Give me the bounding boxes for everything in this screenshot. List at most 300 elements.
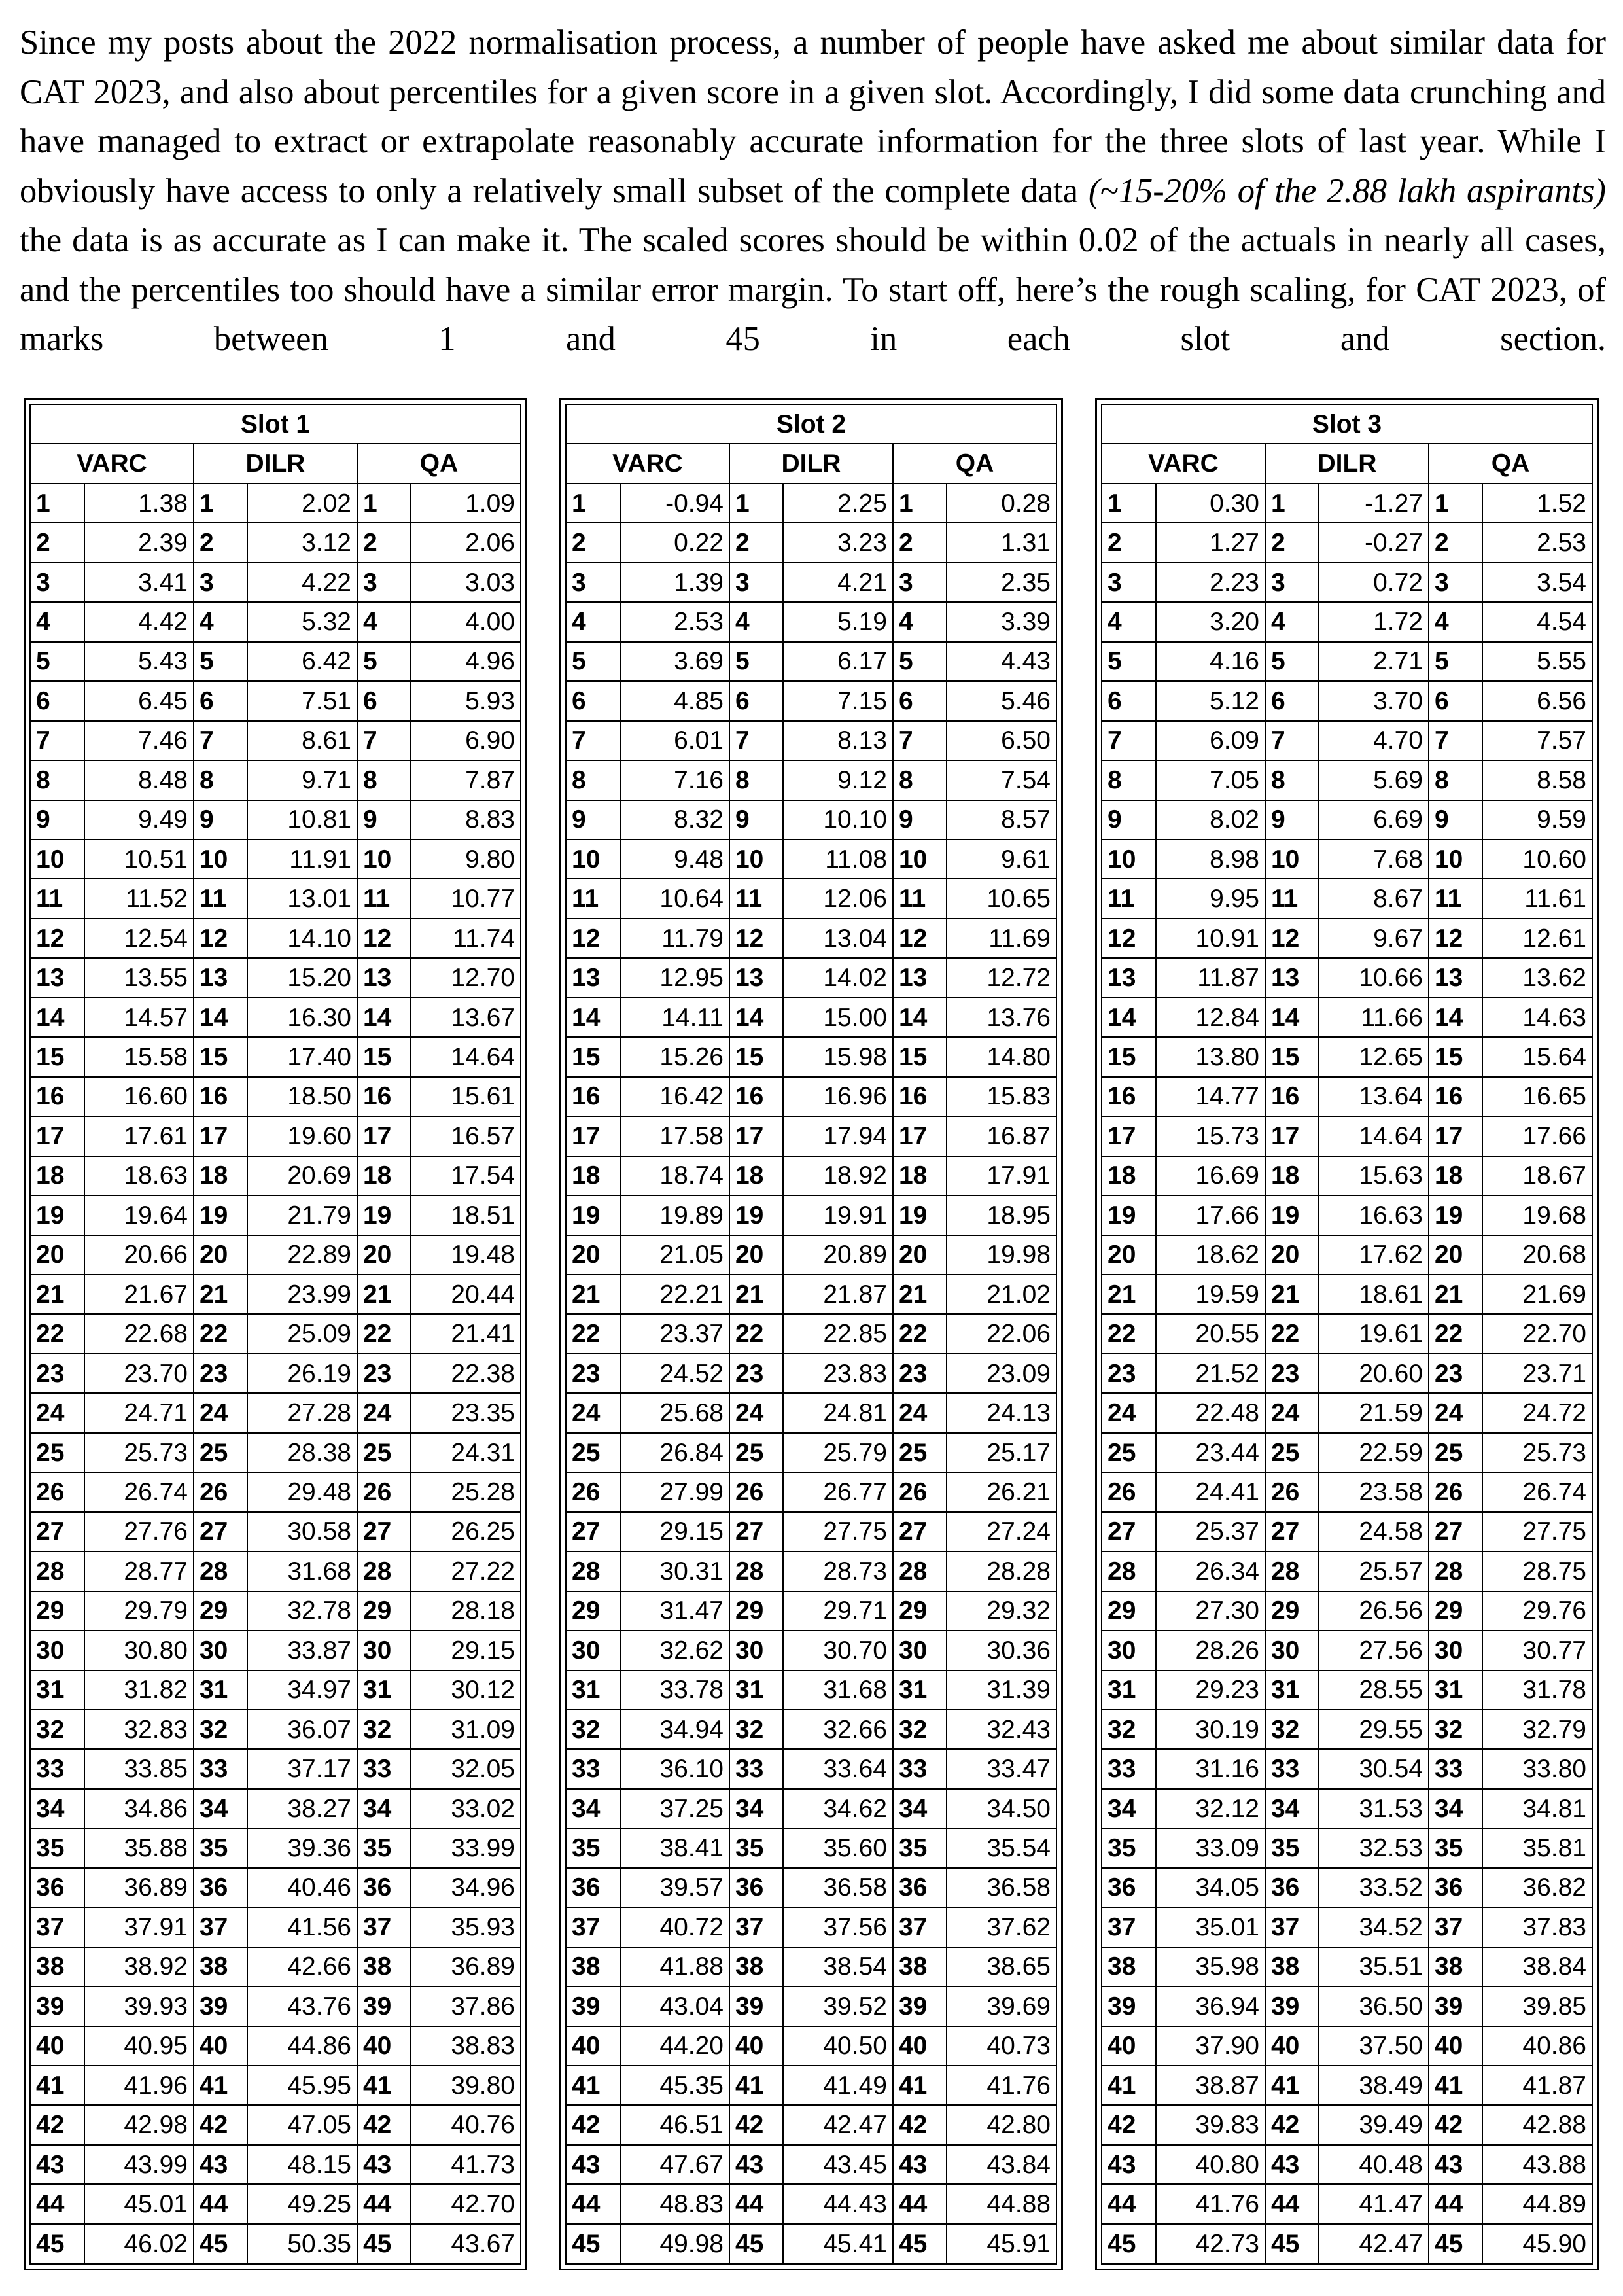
scaled-score-varc: 25.37	[1156, 1512, 1265, 1551]
scaled-score-qa: 34.50	[947, 1789, 1056, 1828]
scaled-score-dilr: 39.36	[247, 1828, 357, 1867]
scaled-score-dilr: 34.52	[1319, 1907, 1428, 1947]
scaled-score-varc: 7.05	[1156, 760, 1265, 800]
raw-mark: 32	[357, 1710, 411, 1749]
scaled-score-qa: 26.74	[1482, 1472, 1592, 1511]
scaled-score-qa: 29.32	[947, 1591, 1056, 1631]
raw-mark: 42	[729, 2105, 784, 2144]
table-row	[1102, 839, 1592, 879]
scaled-score-varc: 39.93	[84, 1987, 194, 2026]
raw-mark: 1	[30, 484, 84, 523]
scaled-score-qa: 3.39	[947, 602, 1056, 641]
scaled-score-qa: 25.73	[1482, 1433, 1592, 1472]
scaled-score-dilr: 35.60	[783, 1828, 892, 1867]
scaled-score-varc: 5.43	[84, 642, 194, 681]
scaled-score-varc: 44.20	[620, 2026, 729, 2066]
raw-mark: 10	[893, 839, 947, 879]
raw-mark: 44	[30, 2184, 84, 2223]
scaled-score-qa: 33.99	[411, 1828, 521, 1867]
raw-mark: 11	[30, 879, 84, 918]
table-row	[1102, 1591, 1592, 1631]
raw-mark: 43	[729, 2145, 784, 2184]
raw-mark: 36	[1265, 1868, 1319, 1907]
raw-mark: 14	[1429, 998, 1483, 1037]
scaled-score-qa: 2.53	[1482, 523, 1592, 562]
scaled-score-qa: 42.80	[947, 2105, 1056, 2144]
scaled-score-qa: 20.44	[411, 1275, 521, 1314]
raw-mark: 3	[1265, 563, 1319, 602]
raw-mark: 29	[566, 1591, 620, 1631]
scaled-score-qa: 22.38	[411, 1354, 521, 1393]
scaled-score-qa: 4.00	[411, 602, 521, 641]
raw-mark: 41	[1102, 2066, 1156, 2105]
scaled-score-varc: 4.42	[84, 602, 194, 641]
scaled-score-dilr: 14.02	[783, 958, 892, 997]
raw-mark: 16	[566, 1077, 620, 1116]
table-row	[30, 1235, 521, 1275]
scaled-score-qa: 16.87	[947, 1116, 1056, 1156]
raw-mark: 31	[1265, 1670, 1319, 1710]
section-header-varc: VARC	[566, 444, 729, 483]
raw-mark: 24	[893, 1393, 947, 1432]
table-row	[30, 1828, 521, 1867]
raw-mark: 30	[357, 1631, 411, 1670]
scaled-score-qa: 7.87	[411, 760, 521, 800]
scaled-score-dilr: 16.30	[247, 998, 357, 1037]
scaled-score-varc: 20.55	[1156, 1314, 1265, 1353]
scaled-score-qa: 6.90	[411, 721, 521, 760]
raw-mark: 7	[357, 721, 411, 760]
scaled-score-varc: 11.52	[84, 879, 194, 918]
table-row	[30, 958, 521, 997]
raw-mark: 12	[893, 919, 947, 958]
raw-mark: 38	[194, 1947, 248, 1987]
raw-mark: 16	[1102, 1077, 1156, 1116]
scaled-score-dilr: 10.10	[783, 800, 892, 839]
raw-mark: 10	[1429, 839, 1483, 879]
raw-mark: 16	[194, 1077, 248, 1116]
table-row	[1102, 1195, 1592, 1235]
table-row	[30, 1789, 521, 1828]
raw-mark: 22	[1429, 1314, 1483, 1353]
raw-mark: 2	[30, 523, 84, 562]
scaled-score-dilr: 7.15	[783, 681, 892, 720]
scaled-score-qa: 39.80	[411, 2066, 521, 2105]
scaled-score-dilr: 4.22	[247, 563, 357, 602]
scaled-score-dilr: 49.25	[247, 2184, 357, 2223]
scaled-score-dilr: 29.71	[783, 1591, 892, 1631]
raw-mark: 44	[1429, 2184, 1483, 2223]
raw-mark: 22	[729, 1314, 784, 1353]
scaled-score-varc: 33.09	[1156, 1828, 1265, 1867]
raw-mark: 29	[729, 1591, 784, 1631]
raw-mark: 19	[194, 1195, 248, 1235]
table-row	[1102, 1314, 1592, 1353]
raw-mark: 2	[566, 523, 620, 562]
raw-mark: 32	[1429, 1710, 1483, 1749]
table-row	[1102, 1789, 1592, 1828]
scaled-score-dilr: 8.61	[247, 721, 357, 760]
scaled-score-dilr: 20.60	[1319, 1354, 1428, 1393]
raw-mark: 8	[566, 760, 620, 800]
raw-mark: 37	[194, 1907, 248, 1947]
table-row	[1102, 523, 1592, 562]
scaled-score-varc: 34.86	[84, 1789, 194, 1828]
table-row	[30, 1868, 521, 1907]
scaled-score-dilr: 32.78	[247, 1591, 357, 1631]
intro-italic-note: (~15-20% of the 2.88 lakh aspirants)	[1088, 171, 1607, 210]
raw-mark: 40	[893, 2026, 947, 2066]
scaled-score-dilr: 26.56	[1319, 1591, 1428, 1631]
scaled-score-varc: 31.16	[1156, 1749, 1265, 1788]
raw-mark: 29	[357, 1591, 411, 1631]
raw-mark: 15	[1265, 1037, 1319, 1076]
table-row	[566, 1037, 1056, 1076]
raw-mark: 28	[357, 1551, 411, 1591]
raw-mark: 33	[357, 1749, 411, 1788]
scaled-score-qa: 45.90	[1482, 2224, 1592, 2264]
scaled-score-qa: 38.83	[411, 2026, 521, 2066]
scaled-score-varc: 1.39	[620, 563, 729, 602]
raw-mark: 7	[30, 721, 84, 760]
table-row	[1102, 2224, 1592, 2264]
raw-mark: 42	[194, 2105, 248, 2144]
raw-mark: 13	[566, 958, 620, 997]
raw-mark: 11	[357, 879, 411, 918]
table-row	[1102, 1868, 1592, 1907]
raw-mark: 11	[1265, 879, 1319, 918]
scaled-score-dilr: 15.00	[783, 998, 892, 1037]
table-row	[30, 563, 521, 602]
raw-mark: 8	[357, 760, 411, 800]
scaled-score-dilr: 17.94	[783, 1116, 892, 1156]
raw-mark: 35	[357, 1828, 411, 1867]
raw-mark: 13	[30, 958, 84, 997]
table-row	[566, 1631, 1056, 1670]
raw-mark: 5	[566, 642, 620, 681]
scaled-score-qa: 37.86	[411, 1987, 521, 2026]
raw-mark: 11	[1429, 879, 1483, 918]
scaled-score-qa: 3.54	[1482, 563, 1592, 602]
raw-mark: 8	[1265, 760, 1319, 800]
scaled-score-qa: 24.13	[947, 1393, 1056, 1432]
scaled-score-dilr: 8.13	[783, 721, 892, 760]
scaled-score-varc: 40.95	[84, 2026, 194, 2066]
raw-mark: 23	[194, 1354, 248, 1393]
scaled-score-varc: 25.68	[620, 1393, 729, 1432]
raw-mark: 34	[566, 1789, 620, 1828]
raw-mark: 4	[566, 602, 620, 641]
raw-mark: 20	[30, 1235, 84, 1275]
scaled-score-dilr: 40.46	[247, 1868, 357, 1907]
scaled-score-dilr: 6.69	[1319, 800, 1428, 839]
raw-mark: 27	[1429, 1512, 1483, 1551]
scaled-score-dilr: 31.68	[247, 1551, 357, 1591]
raw-mark: 4	[357, 602, 411, 641]
scaled-score-dilr: 7.51	[247, 681, 357, 720]
raw-mark: 3	[566, 563, 620, 602]
raw-mark: 29	[1265, 1591, 1319, 1631]
raw-mark: 12	[30, 919, 84, 958]
raw-mark: 8	[30, 760, 84, 800]
scaled-score-dilr: 37.17	[247, 1749, 357, 1788]
raw-mark: 14	[729, 998, 784, 1037]
raw-mark: 17	[1102, 1116, 1156, 1156]
scaled-score-dilr: -0.27	[1319, 523, 1428, 562]
scaled-score-dilr: 9.67	[1319, 919, 1428, 958]
raw-mark: 13	[357, 958, 411, 997]
raw-mark: 23	[729, 1354, 784, 1393]
raw-mark: 22	[194, 1314, 248, 1353]
raw-mark: 32	[194, 1710, 248, 1749]
table-row	[30, 523, 521, 562]
table-row	[566, 2184, 1056, 2223]
table-row	[1102, 2145, 1592, 2184]
scaled-score-qa: 44.89	[1482, 2184, 1592, 2223]
scaled-score-varc: 7.16	[620, 760, 729, 800]
scaled-score-varc: 14.57	[84, 998, 194, 1037]
scaled-score-varc: 8.32	[620, 800, 729, 839]
raw-mark: 18	[729, 1156, 784, 1195]
scaled-score-qa: 17.91	[947, 1156, 1056, 1195]
raw-mark: 35	[30, 1828, 84, 1867]
raw-mark: 21	[1429, 1275, 1483, 1314]
raw-mark: 43	[566, 2145, 620, 2184]
table-row	[1102, 1156, 1592, 1195]
scaled-score-dilr: 48.15	[247, 2145, 357, 2184]
raw-mark: 20	[1102, 1235, 1156, 1275]
table-row	[30, 1670, 521, 1710]
scaled-score-qa: 9.80	[411, 839, 521, 879]
scaled-score-varc: 41.88	[620, 1947, 729, 1987]
section-header-dilr: DILR	[194, 444, 357, 483]
table-row	[566, 2066, 1056, 2105]
scaled-score-varc: 34.05	[1156, 1868, 1265, 1907]
slot-title: Slot 3	[1102, 404, 1592, 444]
table-row	[1102, 2066, 1592, 2105]
raw-mark: 7	[194, 721, 248, 760]
table-row	[566, 2145, 1056, 2184]
scaled-score-dilr: 34.97	[247, 1670, 357, 1710]
scaled-score-varc: 4.16	[1156, 642, 1265, 681]
raw-mark: 38	[1429, 1947, 1483, 1987]
scaled-score-varc: 27.76	[84, 1512, 194, 1551]
table-row	[30, 760, 521, 800]
scaled-score-varc: 9.95	[1156, 879, 1265, 918]
scaled-score-dilr: 17.62	[1319, 1235, 1428, 1275]
scaled-score-varc: 10.64	[620, 879, 729, 918]
section-header-qa: QA	[893, 444, 1056, 483]
scaled-score-dilr: 18.61	[1319, 1275, 1428, 1314]
table-row	[30, 1907, 521, 1947]
raw-mark: 21	[357, 1275, 411, 1314]
raw-mark: 21	[566, 1275, 620, 1314]
raw-mark: 40	[1265, 2026, 1319, 2066]
scaled-score-dilr: 17.40	[247, 1037, 357, 1076]
raw-mark: 39	[566, 1987, 620, 2026]
scaled-score-qa: 27.24	[947, 1512, 1056, 1551]
scaled-score-qa: 10.77	[411, 879, 521, 918]
raw-mark: 10	[357, 839, 411, 879]
scaled-score-dilr: 5.69	[1319, 760, 1428, 800]
scaled-score-varc: 10.91	[1156, 919, 1265, 958]
scaled-score-dilr: 10.66	[1319, 958, 1428, 997]
scaled-score-qa: 20.68	[1482, 1235, 1592, 1275]
scaled-score-dilr: 44.86	[247, 2026, 357, 2066]
raw-mark: 24	[357, 1393, 411, 1432]
raw-mark: 31	[893, 1670, 947, 1710]
scaled-score-qa: 12.70	[411, 958, 521, 997]
table-row	[566, 721, 1056, 760]
raw-mark: 5	[1265, 642, 1319, 681]
scaled-score-qa: 9.61	[947, 839, 1056, 879]
scaled-score-varc: 32.83	[84, 1710, 194, 1749]
raw-mark: 33	[566, 1749, 620, 1788]
scaled-score-varc: 3.41	[84, 563, 194, 602]
scaled-score-varc: 40.72	[620, 1907, 729, 1947]
table-row	[30, 2184, 521, 2223]
raw-mark: 27	[566, 1512, 620, 1551]
scaled-score-varc: 17.66	[1156, 1195, 1265, 1235]
table-row	[30, 839, 521, 879]
raw-mark: 34	[357, 1789, 411, 1828]
raw-mark: 10	[194, 839, 248, 879]
raw-mark: 3	[893, 563, 947, 602]
scaled-score-dilr: 27.75	[783, 1512, 892, 1551]
scaled-score-varc: 7.46	[84, 721, 194, 760]
raw-mark: 39	[194, 1987, 248, 2026]
raw-mark: 42	[566, 2105, 620, 2144]
raw-mark: 24	[1102, 1393, 1156, 1432]
raw-mark: 27	[30, 1512, 84, 1551]
raw-mark: 35	[194, 1828, 248, 1867]
raw-mark: 24	[1265, 1393, 1319, 1432]
scaled-score-varc: 6.01	[620, 721, 729, 760]
scaled-score-varc: 36.89	[84, 1868, 194, 1907]
table-row	[1102, 1235, 1592, 1275]
raw-mark: 7	[566, 721, 620, 760]
raw-mark: 28	[1265, 1551, 1319, 1591]
scaled-score-varc: 35.01	[1156, 1907, 1265, 1947]
table-row	[566, 1472, 1056, 1511]
table-row	[1102, 879, 1592, 918]
raw-mark: 2	[1429, 523, 1483, 562]
scaled-score-qa: 2.35	[947, 563, 1056, 602]
scaled-score-dilr: 42.66	[247, 1947, 357, 1987]
raw-mark: 16	[1429, 1077, 1483, 1116]
scaled-score-qa: 15.61	[411, 1077, 521, 1116]
scaled-score-dilr: 6.42	[247, 642, 357, 681]
scaled-score-qa: 22.70	[1482, 1314, 1592, 1353]
scaled-score-dilr: 27.28	[247, 1393, 357, 1432]
raw-mark: 23	[30, 1354, 84, 1393]
scaled-score-dilr: 28.55	[1319, 1670, 1428, 1710]
raw-mark: 18	[1265, 1156, 1319, 1195]
scaled-score-varc: 38.41	[620, 1828, 729, 1867]
table-row	[1102, 563, 1592, 602]
scaled-score-qa: 37.83	[1482, 1907, 1592, 1947]
table-row	[566, 1354, 1056, 1393]
raw-mark: 9	[30, 800, 84, 839]
raw-mark: 9	[1429, 800, 1483, 839]
raw-mark: 9	[1102, 800, 1156, 839]
raw-mark: 10	[729, 839, 784, 879]
scaled-score-varc: -0.94	[620, 484, 729, 523]
raw-mark: 12	[1429, 919, 1483, 958]
table-row	[566, 2224, 1056, 2264]
table-row	[30, 1987, 521, 2026]
table-row	[1102, 919, 1592, 958]
scaled-score-qa: 25.28	[411, 1472, 521, 1511]
scaled-score-dilr: 20.89	[783, 1235, 892, 1275]
table-row	[1102, 1631, 1592, 1670]
table-row	[30, 1472, 521, 1511]
raw-mark: 13	[893, 958, 947, 997]
raw-mark: 2	[194, 523, 248, 562]
raw-mark: 2	[357, 523, 411, 562]
raw-mark: 5	[1102, 642, 1156, 681]
scaled-score-dilr: 0.72	[1319, 563, 1428, 602]
scaled-score-qa: 24.31	[411, 1433, 521, 1472]
raw-mark: 24	[30, 1393, 84, 1432]
scaled-score-varc: 13.80	[1156, 1037, 1265, 1076]
scaled-score-varc: 17.58	[620, 1116, 729, 1156]
raw-mark: 32	[893, 1710, 947, 1749]
scaled-score-varc: 25.73	[84, 1433, 194, 1472]
scaled-score-qa: 4.96	[411, 642, 521, 681]
scaled-score-varc: 43.04	[620, 1987, 729, 2026]
raw-mark: 23	[566, 1354, 620, 1393]
raw-mark: 10	[30, 839, 84, 879]
raw-mark: 22	[30, 1314, 84, 1353]
raw-mark: 25	[194, 1433, 248, 1472]
raw-mark: 35	[566, 1828, 620, 1867]
raw-mark: 43	[893, 2145, 947, 2184]
raw-mark: 23	[357, 1354, 411, 1393]
raw-mark: 33	[1102, 1749, 1156, 1788]
raw-mark: 2	[729, 523, 784, 562]
table-row	[1102, 642, 1592, 681]
raw-mark: 35	[1429, 1828, 1483, 1867]
scaled-score-qa: 15.83	[947, 1077, 1056, 1116]
raw-mark: 4	[1265, 602, 1319, 641]
table-row	[1102, 1037, 1592, 1076]
raw-mark: 4	[1429, 602, 1483, 641]
scaled-score-qa: 23.09	[947, 1354, 1056, 1393]
scaled-score-varc: 26.34	[1156, 1551, 1265, 1591]
raw-mark: 20	[1429, 1235, 1483, 1275]
scaled-score-qa: 34.81	[1482, 1789, 1592, 1828]
raw-mark: 18	[566, 1156, 620, 1195]
raw-mark: 41	[357, 2066, 411, 2105]
raw-mark: 38	[566, 1947, 620, 1987]
raw-mark: 14	[1102, 998, 1156, 1037]
scaled-score-dilr: 29.48	[247, 1472, 357, 1511]
scaled-score-dilr: 16.96	[783, 1077, 892, 1116]
scaled-score-varc: 46.02	[84, 2224, 194, 2264]
scaled-score-dilr: 20.69	[247, 1156, 357, 1195]
raw-mark: 36	[1429, 1868, 1483, 1907]
raw-mark: 25	[357, 1433, 411, 1472]
scaled-score-qa: 9.59	[1482, 800, 1592, 839]
scaled-score-qa: 6.56	[1482, 681, 1592, 720]
scaled-score-qa: 12.72	[947, 958, 1056, 997]
raw-mark: 36	[1102, 1868, 1156, 1907]
table-row	[30, 1631, 521, 1670]
scaled-score-varc: 39.57	[620, 1868, 729, 1907]
scaled-score-qa: 35.93	[411, 1907, 521, 1947]
raw-mark: 21	[30, 1275, 84, 1314]
